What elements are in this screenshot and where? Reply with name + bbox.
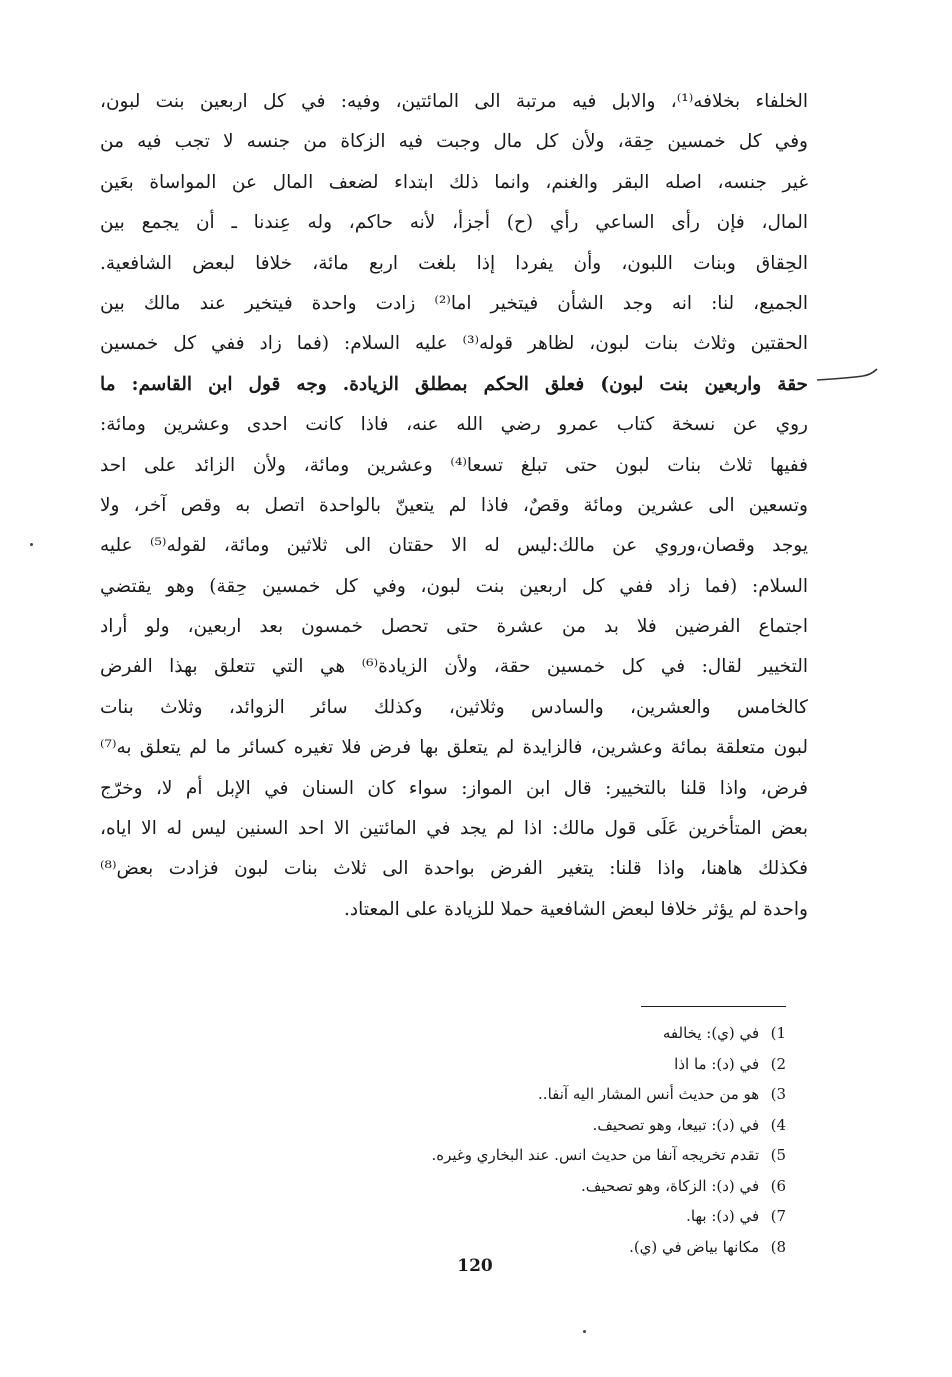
text-line: الخلفاء بخلافه⁽¹⁾، والابل فيه مرتبة الى المائتين، وفيه: في كل اربعين بنت لبون، xyxy=(100,91,808,112)
footnote-separator xyxy=(641,1006,786,1007)
text-line: وفي كل خمسين حِقة، ولأن كل مال وجبت فيه الزكاة من جنسه لا تجب فيه من xyxy=(100,131,808,153)
stray-dot xyxy=(30,543,33,546)
text-line: وتسعين الى عشرين ومائة وقصٌ، فاذا لم يتعينّ بالواحدة اتصل به وقص آخر، ولا xyxy=(100,494,808,516)
main-text-block xyxy=(100,82,808,930)
text-line: ففيها ثلاث بنات لبون حتى تبلغ تسعا⁽⁴⁾ وعشرين ومائة، ولأن الزائد على احد xyxy=(100,454,808,476)
footnote-number: 3) xyxy=(770,1085,786,1103)
footnote-text: تقدم تخريجه آنفا من حديث انس. عند البخاري وغيره. xyxy=(431,1146,760,1164)
footnote-number: 7) xyxy=(770,1207,786,1225)
text-line: كالخامس والعشرين، والسادس وثلاثين، وكذلك سائر الزوائد، وثلاث بنات xyxy=(100,696,808,718)
footnote xyxy=(300,1140,786,1171)
text-line: غير جنسه، اصله البقر والغنم، وانما ذلك ابتداء لضعف المال عن المواساة بعَين xyxy=(100,171,808,193)
footnote xyxy=(300,1079,786,1110)
footnote-number: 8) xyxy=(770,1237,786,1256)
text-line: السلام: (فما زاد ففي كل اربعين بنت لبون، وفي كل خمسين حِقة) وهو يقتضي xyxy=(100,575,808,597)
text-line: واحدة لم يؤثر خلافا لبعض الشافعية حملا للزيادة على المعتاد. xyxy=(344,898,808,920)
footnote-number: 2) xyxy=(770,1054,786,1073)
text-line: فرض، واذا قلنا بالتخيير: قال ابن المواز: سواء كان السنان في الإبل أم لا، وخرّج xyxy=(100,777,808,799)
footnote-text: هو من حديث أنس المشار اليه آنفا.. xyxy=(538,1085,760,1103)
footnote xyxy=(300,1049,786,1080)
footnote-text: في (د): تبيعا، وهو تصحيف. xyxy=(592,1115,760,1134)
text-line: بعض المتأخرين عَلَى قول مالك: اذا لم يجد في المائتين الا احد السنين ليس له الا اياه، xyxy=(100,818,808,840)
text-line: يوجد وقصان،وروي عن مالك:ليس له الا حقتان الى ثلاثين ومائة، لقوله⁽⁵⁾ عليه xyxy=(100,535,808,557)
footnotes xyxy=(300,1018,786,1262)
text-line: اجتماع الفرضين فلا بد من عشرة حتى تحصل خمسون بعد اربعين، ولو أراد xyxy=(100,616,808,638)
footnote xyxy=(300,1232,786,1263)
text-line: الجميع، لنا: انه وجد الشأن فيتخير اما⁽²⁾ زادت واحدة فيتخير عند مالك بين xyxy=(100,292,808,314)
footnote-text: في (د): ما اذا xyxy=(674,1054,760,1073)
footnote-number: 6) xyxy=(770,1176,786,1195)
text-line: المال، فإن رأى الساعي رأي (ح) أجزأ، لأنه حاكم، وله عِندنا ـ أن يجمع بين xyxy=(100,212,808,234)
footnote-text: مكانها بياض في (ي). xyxy=(629,1237,760,1256)
footnote-number: 4) xyxy=(770,1115,786,1134)
stray-dot xyxy=(583,1330,586,1333)
text-line: الحقتين وثلاث بنات لبون، لظاهر قوله⁽³⁾ عليه السلام: (فما زاد ففي كل خمسين xyxy=(100,333,808,355)
text-line: التخيير لقال: في كل خمسين حقة، ولأن الزيادة⁽⁶⁾ هي التي تتعلق بهذا الفرض xyxy=(100,656,808,678)
footnote xyxy=(300,1018,786,1049)
footnote-text: في (د): بها. xyxy=(686,1207,760,1225)
footnote-number: 1) xyxy=(770,1024,786,1042)
footnote-text: في (د): الزكاة، وهو تصحيف. xyxy=(581,1176,760,1195)
text-line: الحِقاق وبنات اللبون، وأن يفردا إذا بلغت اربع مائة، خلافا لبعض الشافعية. xyxy=(100,252,808,274)
footnote xyxy=(300,1171,786,1202)
footnote xyxy=(300,1201,786,1232)
footnote-number: 5) xyxy=(770,1146,786,1164)
text-line: لبون متعلقة بمائة وعشرين، فالزايدة لم يتعلق بها فرض فلا تغيره كسائر ما لم يتعلق به⁽⁷⁾ xyxy=(100,737,808,759)
text-line: فكذلك هاهنا، واذا قلنا: يتغير الفرض بواحدة الى ثلاث بنات لبون فزادت بعض⁽⁸⁾ xyxy=(100,858,808,880)
text-line: روي عن نسخة كتاب عمرو رضي الله عنه، فاذا كانت احدى وعشرين ومائة: xyxy=(100,414,808,436)
footnote-text: في (ي): يخالفه xyxy=(662,1024,760,1042)
footnote xyxy=(300,1110,786,1141)
page-number: 120 xyxy=(457,1256,493,1276)
text-line: حقة واربعين بنت لبون) فعلق الحكم بمطلق الزيادة. وجه قول ابن القاسم: ما xyxy=(100,373,808,395)
margin-pen-mark xyxy=(815,366,881,384)
